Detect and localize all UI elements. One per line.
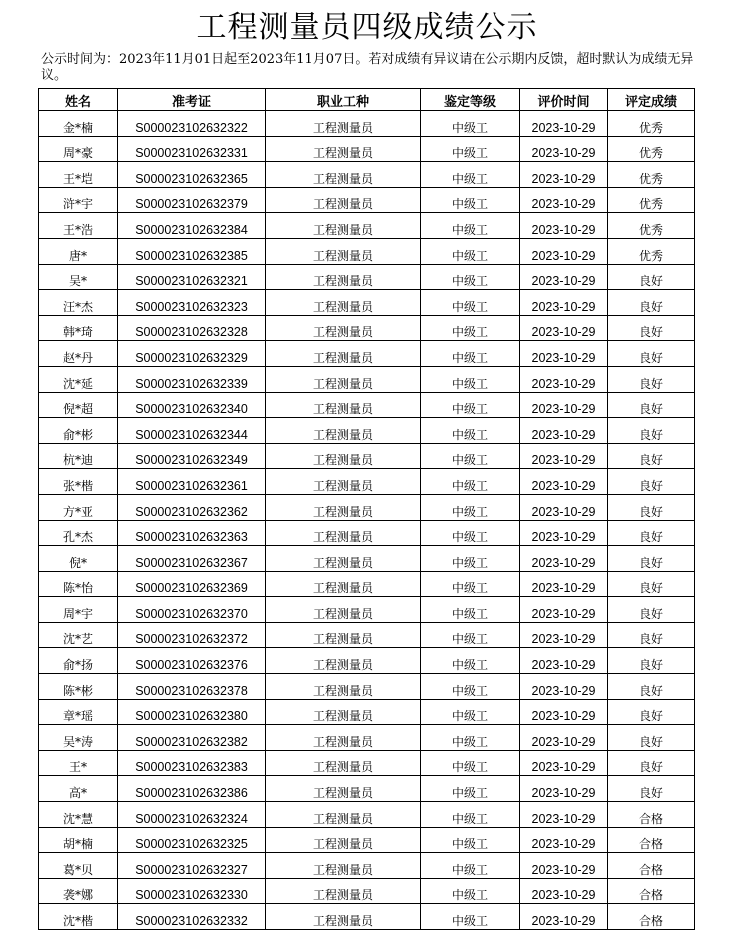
- table-row: [39, 494, 695, 520]
- cell-occupation: 工程测量员: [266, 494, 421, 520]
- cell-name: 俞*彬: [39, 418, 118, 444]
- cell-occupation: 工程测量员: [266, 392, 421, 418]
- cell-grade: 优秀: [608, 111, 695, 137]
- cell-level: 中级工: [421, 520, 520, 546]
- cell-name: 王*: [39, 750, 118, 776]
- cell-name: 沈*延: [39, 366, 118, 392]
- cell-level: 中级工: [421, 238, 520, 264]
- cell-name: 俞*扬: [39, 648, 118, 674]
- cell-level: 中级工: [421, 187, 520, 213]
- cell-grade: 合格: [608, 904, 695, 930]
- cell-occupation: 工程测量员: [266, 366, 421, 392]
- cell-occupation: 工程测量员: [266, 111, 421, 137]
- table-row: [39, 853, 695, 879]
- cell-eval-date: 2023-10-29: [520, 648, 608, 674]
- cell-occupation: 工程测量员: [266, 597, 421, 623]
- cell-occupation: 工程测量员: [266, 776, 421, 802]
- cell-name: 金*楠: [39, 111, 118, 137]
- cell-grade: 良好: [608, 469, 695, 495]
- cell-eval-date: 2023-10-29: [520, 315, 608, 341]
- cell-level: 中级工: [421, 469, 520, 495]
- table-row: [39, 162, 695, 188]
- cell-level: 中级工: [421, 290, 520, 316]
- cell-level: 中级工: [421, 648, 520, 674]
- cell-eval-date: 2023-10-29: [520, 699, 608, 725]
- cell-name: 韩*琦: [39, 315, 118, 341]
- cell-grade: 合格: [608, 827, 695, 853]
- cell-level: 中级工: [421, 443, 520, 469]
- cell-occupation: 工程测量员: [266, 443, 421, 469]
- table-row: [39, 520, 695, 546]
- header-occupation: 职业工种: [266, 89, 421, 111]
- cell-level: 中级工: [421, 904, 520, 930]
- cell-occupation: 工程测量员: [266, 699, 421, 725]
- cell-grade: 良好: [608, 546, 695, 572]
- cell-occupation: 工程测量员: [266, 853, 421, 879]
- cell-exam-id: S000023102632321: [118, 264, 266, 290]
- cell-exam-id: S000023102632380: [118, 699, 266, 725]
- table-row: [39, 648, 695, 674]
- cell-exam-id: S000023102632344: [118, 418, 266, 444]
- header-grade: 评定成绩: [608, 89, 695, 111]
- table-row: [39, 315, 695, 341]
- cell-name: 王*垲: [39, 162, 118, 188]
- cell-name: 袭*娜: [39, 878, 118, 904]
- cell-exam-id: S000023102632376: [118, 648, 266, 674]
- cell-grade: 良好: [608, 315, 695, 341]
- cell-eval-date: 2023-10-29: [520, 597, 608, 623]
- cell-level: 中级工: [421, 494, 520, 520]
- table-row: [39, 264, 695, 290]
- cell-occupation: 工程测量员: [266, 418, 421, 444]
- table-row: [39, 750, 695, 776]
- cell-name: 倪*超: [39, 392, 118, 418]
- cell-grade: 良好: [608, 520, 695, 546]
- cell-level: 中级工: [421, 111, 520, 137]
- cell-name: 陈*彬: [39, 674, 118, 700]
- cell-eval-date: 2023-10-29: [520, 366, 608, 392]
- cell-eval-date: 2023-10-29: [520, 853, 608, 879]
- cell-eval-date: 2023-10-29: [520, 469, 608, 495]
- cell-occupation: 工程测量员: [266, 904, 421, 930]
- cell-exam-id: S000023102632322: [118, 111, 266, 137]
- table-row: [39, 392, 695, 418]
- table-row: [39, 443, 695, 469]
- cell-level: 中级工: [421, 597, 520, 623]
- cell-level: 中级工: [421, 802, 520, 828]
- cell-name: 吴*涛: [39, 725, 118, 751]
- cell-occupation: 工程测量员: [266, 264, 421, 290]
- table-row: [39, 546, 695, 572]
- cell-name: 倪*: [39, 546, 118, 572]
- cell-exam-id: S000023102632361: [118, 469, 266, 495]
- cell-exam-id: S000023102632384: [118, 213, 266, 239]
- cell-eval-date: 2023-10-29: [520, 418, 608, 444]
- table-body: [39, 111, 695, 930]
- cell-grade: 良好: [608, 776, 695, 802]
- cell-exam-id: S000023102632328: [118, 315, 266, 341]
- cell-grade: 良好: [608, 674, 695, 700]
- cell-occupation: 工程测量员: [266, 469, 421, 495]
- header-exam-id: 准考证: [118, 89, 266, 111]
- cell-exam-id: S000023102632386: [118, 776, 266, 802]
- cell-exam-id: S000023102632339: [118, 366, 266, 392]
- cell-grade: 良好: [608, 290, 695, 316]
- cell-name: 沈*慧: [39, 802, 118, 828]
- cell-level: 中级工: [421, 392, 520, 418]
- cell-grade: 优秀: [608, 136, 695, 162]
- cell-level: 中级工: [421, 674, 520, 700]
- cell-name: 沈*楷: [39, 904, 118, 930]
- cell-grade: 良好: [608, 494, 695, 520]
- cell-occupation: 工程测量员: [266, 648, 421, 674]
- cell-name: 周*宇: [39, 597, 118, 623]
- page-title: 工程测量员四级成绩公示: [196, 10, 538, 45]
- cell-level: 中级工: [421, 827, 520, 853]
- cell-occupation: 工程测量员: [266, 238, 421, 264]
- cell-grade: 合格: [608, 878, 695, 904]
- table-row: [39, 674, 695, 700]
- cell-eval-date: 2023-10-29: [520, 290, 608, 316]
- cell-level: 中级工: [421, 264, 520, 290]
- table-row: [39, 597, 695, 623]
- cell-level: 中级工: [421, 546, 520, 572]
- cell-exam-id: S000023102632349: [118, 443, 266, 469]
- cell-eval-date: 2023-10-29: [520, 802, 608, 828]
- cell-level: 中级工: [421, 136, 520, 162]
- cell-level: 中级工: [421, 571, 520, 597]
- cell-name: 浒*宇: [39, 187, 118, 213]
- cell-occupation: 工程测量员: [266, 802, 421, 828]
- cell-name: 周*豪: [39, 136, 118, 162]
- cell-eval-date: 2023-10-29: [520, 187, 608, 213]
- cell-level: 中级工: [421, 162, 520, 188]
- cell-occupation: 工程测量员: [266, 290, 421, 316]
- cell-exam-id: S000023102632382: [118, 725, 266, 751]
- cell-eval-date: 2023-10-29: [520, 111, 608, 137]
- cell-occupation: 工程测量员: [266, 674, 421, 700]
- cell-grade: 优秀: [608, 187, 695, 213]
- cell-grade: 良好: [608, 366, 695, 392]
- table-row: [39, 111, 695, 137]
- cell-grade: 合格: [608, 853, 695, 879]
- cell-level: 中级工: [421, 418, 520, 444]
- cell-occupation: 工程测量员: [266, 520, 421, 546]
- cell-level: 中级工: [421, 341, 520, 367]
- cell-eval-date: 2023-10-29: [520, 725, 608, 751]
- header-level: 鉴定等级: [421, 89, 520, 111]
- table-row: [39, 725, 695, 751]
- cell-level: 中级工: [421, 315, 520, 341]
- cell-name: 吴*: [39, 264, 118, 290]
- cell-exam-id: S000023102632370: [118, 597, 266, 623]
- table-header-row: [39, 89, 695, 111]
- table-row: [39, 699, 695, 725]
- table-row: [39, 187, 695, 213]
- table-row: [39, 622, 695, 648]
- cell-occupation: 工程测量员: [266, 341, 421, 367]
- cell-occupation: 工程测量员: [266, 136, 421, 162]
- table-row: [39, 878, 695, 904]
- cell-occupation: 工程测量员: [266, 622, 421, 648]
- cell-name: 汪*杰: [39, 290, 118, 316]
- cell-grade: 合格: [608, 802, 695, 828]
- cell-eval-date: 2023-10-29: [520, 162, 608, 188]
- cell-name: 王*浩: [39, 213, 118, 239]
- cell-exam-id: S000023102632340: [118, 392, 266, 418]
- cell-occupation: 工程测量员: [266, 213, 421, 239]
- cell-name: 孔*杰: [39, 520, 118, 546]
- cell-eval-date: 2023-10-29: [520, 571, 608, 597]
- table-row: [39, 776, 695, 802]
- cell-exam-id: S000023102632331: [118, 136, 266, 162]
- cell-name: 方*亚: [39, 494, 118, 520]
- cell-level: 中级工: [421, 776, 520, 802]
- table-row: [39, 469, 695, 495]
- cell-occupation: 工程测量员: [266, 315, 421, 341]
- cell-grade: 优秀: [608, 213, 695, 239]
- cell-name: 唐*: [39, 238, 118, 264]
- cell-occupation: 工程测量员: [266, 162, 421, 188]
- cell-eval-date: 2023-10-29: [520, 904, 608, 930]
- cell-exam-id: S000023102632385: [118, 238, 266, 264]
- table-row: [39, 802, 695, 828]
- cell-exam-id: S000023102632365: [118, 162, 266, 188]
- cell-eval-date: 2023-10-29: [520, 674, 608, 700]
- cell-name: 葛*贝: [39, 853, 118, 879]
- cell-name: 陈*怡: [39, 571, 118, 597]
- cell-exam-id: S000023102632383: [118, 750, 266, 776]
- cell-exam-id: S000023102632323: [118, 290, 266, 316]
- cell-exam-id: S000023102632327: [118, 853, 266, 879]
- cell-grade: 良好: [608, 725, 695, 751]
- table-row: [39, 136, 695, 162]
- cell-name: 章*瑶: [39, 699, 118, 725]
- table-row: [39, 238, 695, 264]
- cell-exam-id: S000023102632325: [118, 827, 266, 853]
- cell-level: 中级工: [421, 622, 520, 648]
- cell-occupation: 工程测量员: [266, 750, 421, 776]
- notice-text: 公示时间为：2023年11月01日起至2023年11月07日。若对成绩有异议请在公示期内反馈，超时默认为成绩无异议。: [41, 52, 694, 83]
- cell-eval-date: 2023-10-29: [520, 392, 608, 418]
- cell-grade: 良好: [608, 341, 695, 367]
- cell-occupation: 工程测量员: [266, 878, 421, 904]
- cell-grade: 优秀: [608, 162, 695, 188]
- cell-name: 高*: [39, 776, 118, 802]
- cell-exam-id: S000023102632324: [118, 802, 266, 828]
- cell-level: 中级工: [421, 366, 520, 392]
- cell-grade: 良好: [608, 699, 695, 725]
- cell-name: 胡*楠: [39, 827, 118, 853]
- table-row: [39, 571, 695, 597]
- table-row: [39, 418, 695, 444]
- cell-grade: 良好: [608, 418, 695, 444]
- header-name: 姓名: [39, 89, 118, 111]
- cell-eval-date: 2023-10-29: [520, 622, 608, 648]
- cell-eval-date: 2023-10-29: [520, 264, 608, 290]
- cell-eval-date: 2023-10-29: [520, 238, 608, 264]
- cell-level: 中级工: [421, 878, 520, 904]
- cell-eval-date: 2023-10-29: [520, 443, 608, 469]
- cell-exam-id: S000023102632332: [118, 904, 266, 930]
- cell-grade: 良好: [608, 622, 695, 648]
- results-table: [38, 88, 695, 930]
- cell-occupation: 工程测量员: [266, 546, 421, 572]
- cell-eval-date: 2023-10-29: [520, 136, 608, 162]
- cell-exam-id: S000023102632330: [118, 878, 266, 904]
- cell-occupation: 工程测量员: [266, 187, 421, 213]
- table-row: [39, 904, 695, 930]
- cell-exam-id: S000023102632372: [118, 622, 266, 648]
- cell-eval-date: 2023-10-29: [520, 520, 608, 546]
- cell-grade: 良好: [608, 264, 695, 290]
- cell-grade: 良好: [608, 443, 695, 469]
- cell-exam-id: S000023102632379: [118, 187, 266, 213]
- cell-level: 中级工: [421, 750, 520, 776]
- table-row: [39, 366, 695, 392]
- table-row: [39, 290, 695, 316]
- cell-level: 中级工: [421, 699, 520, 725]
- cell-eval-date: 2023-10-29: [520, 213, 608, 239]
- cell-grade: 良好: [608, 648, 695, 674]
- cell-grade: 优秀: [608, 238, 695, 264]
- cell-level: 中级工: [421, 853, 520, 879]
- cell-name: 沈*艺: [39, 622, 118, 648]
- cell-grade: 良好: [608, 597, 695, 623]
- cell-grade: 良好: [608, 750, 695, 776]
- cell-name: 杭*迪: [39, 443, 118, 469]
- cell-eval-date: 2023-10-29: [520, 341, 608, 367]
- cell-eval-date: 2023-10-29: [520, 878, 608, 904]
- cell-level: 中级工: [421, 725, 520, 751]
- cell-grade: 良好: [608, 392, 695, 418]
- cell-name: 赵*丹: [39, 341, 118, 367]
- cell-eval-date: 2023-10-29: [520, 546, 608, 572]
- cell-name: 张*楷: [39, 469, 118, 495]
- table-row: [39, 341, 695, 367]
- cell-exam-id: S000023102632378: [118, 674, 266, 700]
- cell-exam-id: S000023102632369: [118, 571, 266, 597]
- cell-occupation: 工程测量员: [266, 571, 421, 597]
- cell-eval-date: 2023-10-29: [520, 827, 608, 853]
- cell-exam-id: S000023102632329: [118, 341, 266, 367]
- table-row: [39, 213, 695, 239]
- cell-occupation: 工程测量员: [266, 725, 421, 751]
- cell-eval-date: 2023-10-29: [520, 776, 608, 802]
- cell-eval-date: 2023-10-29: [520, 750, 608, 776]
- header-eval-date: 评价时间: [520, 89, 608, 111]
- cell-grade: 良好: [608, 571, 695, 597]
- cell-occupation: 工程测量员: [266, 827, 421, 853]
- cell-eval-date: 2023-10-29: [520, 494, 608, 520]
- cell-level: 中级工: [421, 213, 520, 239]
- table-row: [39, 827, 695, 853]
- cell-exam-id: S000023102632362: [118, 494, 266, 520]
- cell-exam-id: S000023102632367: [118, 546, 266, 572]
- cell-exam-id: S000023102632363: [118, 520, 266, 546]
